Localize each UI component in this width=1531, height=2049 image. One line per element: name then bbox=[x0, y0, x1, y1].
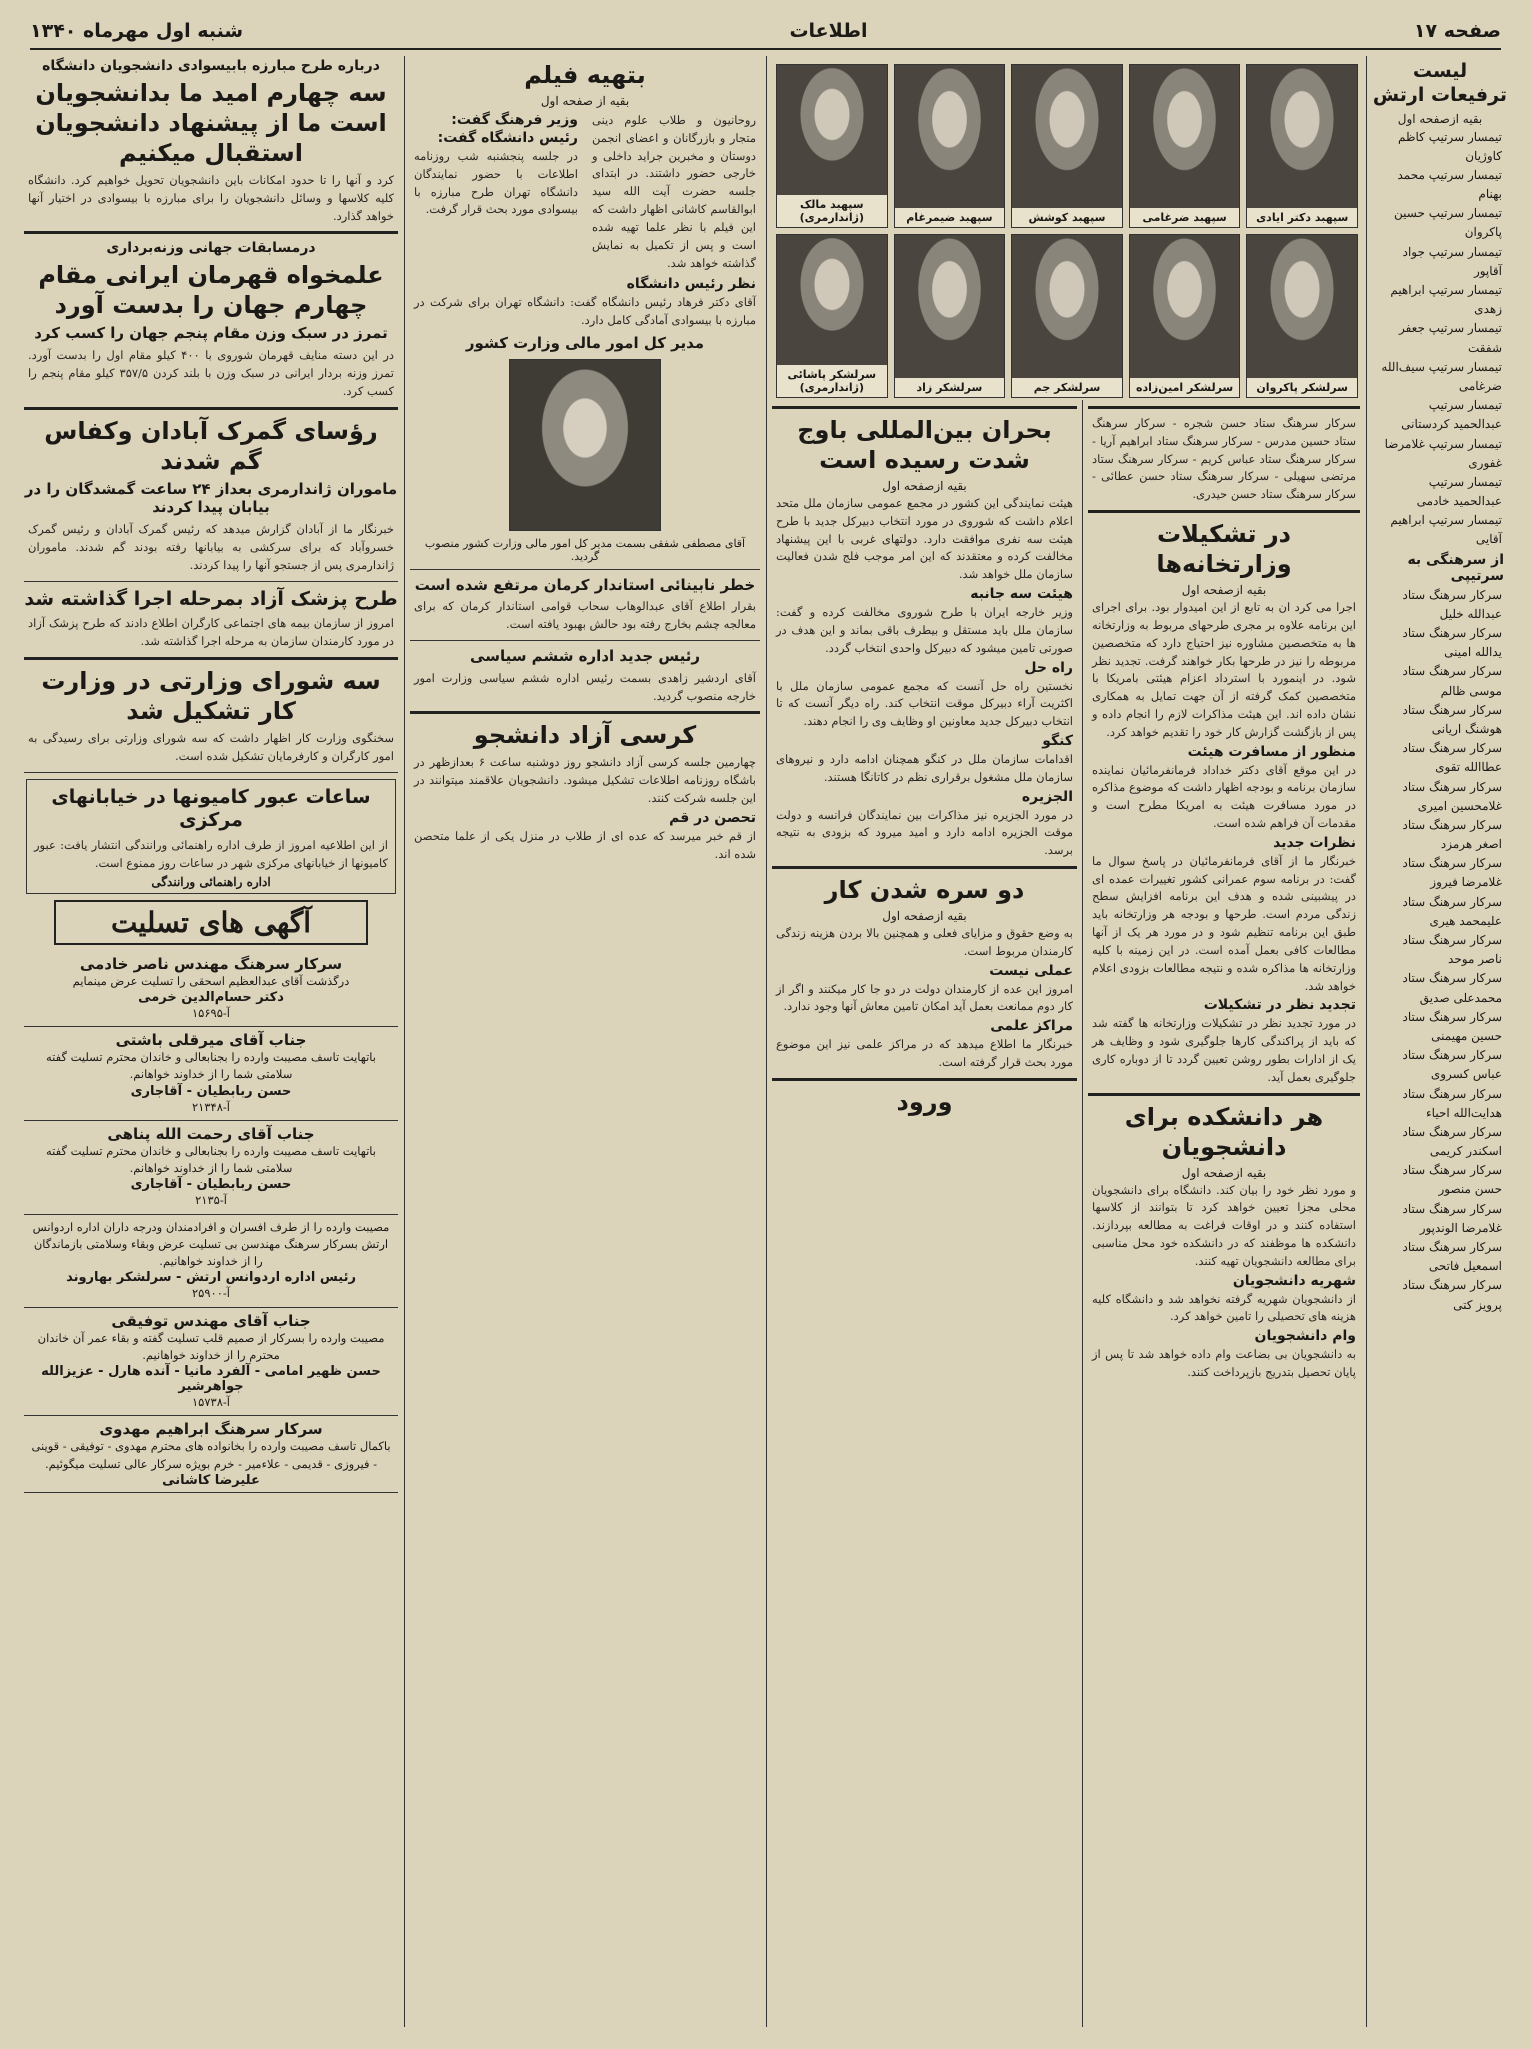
film-subhead: نظر رئیس دانشگاه bbox=[626, 276, 756, 293]
list-item: سرکار سرهنگ ستاد غلامرضا فیروز bbox=[1402, 856, 1502, 890]
ministries-subhead: تجدید نظر در تشکیلات bbox=[1203, 997, 1356, 1014]
film-kicker-2: رئیس دانشگاه گفت: bbox=[437, 130, 578, 146]
condolence-ad: سرکار سرهنگ ابراهیم مهدوی باکمال تاسف مصیبت وارده را بخانواده های محترم مهدوی - توفیقی - قوینی - فیروزی - قدیمی - علاءمیر - خرم بویژه سرکار عالی تسلیت میگوئیم. علیرضا کاشانی bbox=[24, 1416, 398, 1493]
kerman-headline: خطر نابینائی استاندار کرمان مرتفع شده است bbox=[414, 575, 756, 594]
film-subhead-2: تحصن در قم bbox=[669, 809, 756, 826]
film-kicker: وزیر فرهنگ گفت: bbox=[451, 112, 578, 128]
crisis-subhead: الجزیره bbox=[1021, 788, 1073, 805]
list-item: سرکار سرهنگ ستاد ناصر موحد bbox=[1402, 933, 1502, 967]
list-item: تیمسار سرتیپ جعفر شفقت bbox=[1398, 321, 1502, 355]
column-crisis: بحران بین‌المللی باوج شدت رسیده است بقیه ازصفحه اول هیئت نمایندگی این کشور در مجمع عمومی سازمان ملل متحد اعلام داشت که شوروی در مورد انتخاب دبیرکل جدید با طرح هیئت سه نفری موافقت دارد. دولتهای غربی با این پیشنهاد مخالفت کرده و معتقدند که این امر موجب فلج شدن فعالیت سازمان ملل خواهد شد. هیئت سه جانبه وزیر خارجه ایران با طرح شوروی مخالفت کرده و گفت: سازمان ملل باید مستقل و بیطرف باقی بماند و این هدف در صورتی تامین میشود که دبیرکل واحدی انتخاب گردد. راه حل نخستین راه حل آنست که مجمع عمومی سازمان ملل با اکثریت آراء دبیرکل موقت انتخاب کند. راه دیگر آنست که تا انتخاب دبیرکل جدید معاونین او وظایف وی را انجام دهند. کنگو اقدامات سازمان ملل در کنگو همچنان ادامه دارد و نیروهای سازمان ملل مشغول برقراری نظم در کاتانگا هستند. الجزیره در مورد الجزیره نیز مذاکرات بین نمایندگان فرانسه و دولت موقت الجزیره ادامه دارد و امید میرود که بزودی به نتیجه برسد. دو سره شدن کار بقیه ازصفحه اول به وضع حقوق و مزایای فعلی و همچنین بالا بردن هزینه زندگی کارمندان مربوط است. عملی نیست امروز این عده از کارمندان دولت در دو جا کار میکنند و اگر از کار دوم ممانعت بعمل آید امکان تامین معاش آنها وجود ندارد. مراکز علمی خبرنگار ما اطلاع میدهد که در مراکز علمی نیز این موضوع مورد بحث قرار گرفته است. ورود bbox=[772, 400, 1077, 2027]
portrait-photo bbox=[509, 359, 661, 531]
list-item: تیمسار سرتیپ سیف‌الله ضرغامی bbox=[1381, 359, 1502, 393]
condolence-ad: جناب آقای رحمت الله پناهی باتهایت تاسف مصیبت وارده را بجنابعالی و خاندان محترم تسلیت گفته سلامتی شما را از خداوند خواهانم. حسن ربابطیان - آقاجاری آ-۲۱۳۵ bbox=[24, 1121, 398, 1215]
crisis-headline: بحران بین‌المللی باوج شدت رسیده است bbox=[797, 416, 1052, 474]
sports-headline: علمخواه قهرمان ایرانی مقام چهارم جهان را بدست آورد bbox=[38, 261, 384, 320]
column-students: درباره طرح مبارزه بابیسوادی دانشجویان دانشگاه سه چهارم امید ما بدانشجویان است ما از پیشنهاد دانشجویان استقبال میکنیم کرد و آنها را تا حدود امکانات باین دانشجویان تحویل خواهیم کرد. دانشگاه کلیه کلاسها و وسائل دانشجویان را برای مبارزه با بیسوادی در اختیار آنها خواهد گذارد. درمسابقات جهانی وزنه‌برداری علمخواه قهرمان ایرانی مقام چهارم جهان را بدست آورد تمرز در سبک وزن مقام پنجم جهان را کسب کرد در این دسته منایف قهرمان شوروی با ۴۰۰ کیلو مقام اول را بدست آورد. تمرز وزنه بردار ایرانی در سبک وزن با بلند کردن ۳۵۷/۵ کیلو مقام پنجم را کسب کرد. رؤسای گمرک آبادان وکفاس گم شدند ماموران ژاندارمری بعداز ۲۴ ساعت گمشدگان را در بیابان پیدا کردند خبرنگار ما از آبادان گزارش میدهد که رئیس گمرک آبادان و رئیس گمرک خسروآباد که برای سرکشی به بیابانها رفته بودند گم شدند. ماموران ژاندارمری پس از جستجو آنها را پیدا کردند. طرح پزشک آزاد بمرحله اجرا گذاشته شد امروز از سازمان بیمه های اجتماعی کارگران اطلاع دادند که طرح پزشک آزاد در مورد کارمندان سازمان به مرحله اجرا گذاشته شد. سه شورای وزارتی در وزارت کار تشکیل شد سخنگوی وزارت کار اظهار داشت که سه شورای وزارتی برای رسیدگی به امور کارگران و کارفرمایان تشکیل شده است. ساعات عبور کامیونها در خیابانهای مرکزی از این اطلاعیه امروز از طرف اداره راهنمائی ورانندگی انتشار یافت: عبور کامیونها از خیابانهای مرکزی شهر در ساعات روز ممنوع است. اداره راهنمائی ورانندگی آگهی های تسلیت سرکار سرهنگ مهندس ناصر خادمی درگذشت آقای عبدالعظیم اسحقی را تسلیت عرض مینمایم دکتر حسام‌الدین خرمی آ-۱۵۶۹۵ جناب آقای میرقلی باشتی باتهایت تاسف مصیبت وارده را بجنابعالی و خاندان محترم تسلیت گفته سلامتی شما را از خداوند خواهانم. حسن ربابطیان - آقاجاری آ-۲۱۳۴۸ جناب آقای رحمت الله پناهی باتهایت تاسف مصیبت وارده را بجنابعالی و خاندان محترم تسلیت گفته سلامتی شما را از خداوند خواهانم. حسن ربابطیان - آقاجاری آ-۲۱۳۵ مصیبت وارده را از طرف افسران و افرادمندان ودرجه داران اداره اردوانس ارتش بسرکار سرهنگ مهندسن بی تسلیت عرض وبقاء وسلامتی بازماندگان را از خداوند خواهانیم. رئیس اداره اردوانس ارتش - سرلشکر بهاروند آ-۲۵۹۰۰ جناب آقای مهندس توفیقی مصیبت وارده را بسرکار از صمیم قلب تسلیت گفته و بقاء عمر آن خاندان محترم را از خداوند خواهانیم. حسن ظهیر امامی - آلفرد مانیا - آنده هارل - عزیزالله جواهرشیر آ-۱۵۷۳۸ سرکار سرهنگ ابراهیم مهدوی باکمال تاسف مصیبت وارده را بخانواده های محترم مهدوی - توفیقی - قوینی - فیروزی - قدیمی - علاءمیر - خرم بویژه سرکار عالی تسلیت میگوئیم. علیرضا کاشانی bbox=[24, 56, 398, 2027]
column-promotions bbox=[1372, 56, 1508, 2027]
double-work-subhead: مراکز علمی bbox=[990, 1018, 1073, 1035]
faculty-cont: بقیه ازصفحه اول bbox=[1181, 1165, 1267, 1180]
sports-sub: تمرز در سبک وزن مقام پنجم جهان را کسب کرد bbox=[34, 324, 388, 343]
photo-caption: سپهبد ضرغامی bbox=[1130, 208, 1240, 227]
faculty-subhead: شهریه دانشجویان bbox=[1232, 1272, 1356, 1289]
list-item: سرکار سرهنگ ستاد اسکندر کریمی bbox=[1402, 1124, 1502, 1159]
promotions-subhead: از سرهنگی به سرتیپی bbox=[1407, 551, 1504, 584]
double-work-subhead: عملی نیست bbox=[989, 962, 1073, 979]
double-work-headline: دو سره شدن کار bbox=[824, 876, 1025, 904]
faculty-headline: هر دانشکده برای دانشجویان bbox=[1124, 1102, 1324, 1161]
sports-kicker: درمسابقات جهانی وزنه‌برداری bbox=[106, 240, 316, 257]
film-headline: بتهیه فیلم bbox=[524, 61, 646, 89]
arrival-headline: ورود bbox=[896, 1087, 953, 1116]
photo-caption: سپهبد مالک (ژاندارمری) bbox=[777, 195, 887, 227]
doctor-headline: طرح پزشک آزاد بمرحله اجرا گذاشته شد bbox=[24, 587, 398, 610]
list-item: سرکار سرهنگ ستاد عبدالله خلیل bbox=[1402, 587, 1502, 621]
film-cont: بقیه از صفحه اول bbox=[540, 94, 630, 108]
photo-card bbox=[1129, 234, 1241, 398]
student-chair-headline: کرسی آزاد دانشجو bbox=[473, 721, 697, 750]
photo-card bbox=[894, 234, 1006, 398]
page-number: صفحه ۱۷ bbox=[1413, 20, 1501, 42]
promotions-list bbox=[1378, 128, 1502, 550]
condolence-ad: جناب آقای مهندس توفیقی مصیبت وارده را بسرکار از صمیم قلب تسلیت گفته و بقاء عمر آن خاندان محترم را از خداوند خواهانیم. حسن ظهیر امامی - آلفرد مانیا - آنده هارل - عزیزالله جواهرشیر آ-۱۵۷۳۸ bbox=[24, 1308, 398, 1417]
list-item: تیمسار سرتیپ جواد آقاپور bbox=[1402, 244, 1502, 278]
promotions-title: لیست ترفیعات ارتش bbox=[1372, 60, 1508, 106]
ministries-cont: بقیه ازصفحه اول bbox=[1181, 583, 1267, 598]
photo-card bbox=[1246, 64, 1358, 228]
crisis-subhead: کنگو bbox=[1042, 732, 1073, 749]
list-item: سرکار سرهنگ ستاد غلامرضا الوندپور bbox=[1402, 1201, 1502, 1235]
list-item: تیمسار سرتیپ حسین پاکروان bbox=[1394, 206, 1502, 240]
promotions-cont: بقیه ازصفحه اول bbox=[1397, 111, 1483, 126]
customs-headline: رؤسای گمرک آبادان وکفاس گم شدند bbox=[44, 416, 378, 475]
students-kicker: درباره طرح مبارزه بابیسوادی دانشجویان دانشگاه bbox=[42, 58, 380, 74]
photo-caption: سپهبد دکتر ایادی bbox=[1247, 208, 1357, 227]
photo-caption: سرلشکر امین‌زاده bbox=[1130, 378, 1240, 397]
condolence-ad: مصیبت وارده را از طرف افسران و افرادمندان ودرجه داران اداره اردوانس ارتش بسرکار سرهنگ مهندسن بی تسلیت عرض وبقاء وسلامتی بازماندگان را از خداوند خواهانیم. رئیس اداره اردوانس ارتش - سرلشکر بهاروند آ-۲۵۹۰۰ bbox=[24, 1215, 398, 1308]
column-ministries: سرکار سرهنگ ستاد حسن شجره - سرکار سرهنگ ستاد حسین مدرس - سرکار سرهنگ ستاد ابراهیم آریا - سرکار سرهنگ ستاد عباس کریم - سرکار سرهنگ ستاد مرتضی سهیلی - سرکار سرهنگ ستاد حسن عطائی - سرکار سرهنگ ستاد حسن حیدری. در تشکیلات وزارتخانه‌ها بقیه ازصفحه اول اجرا می کرد ان به تابع از این امیدوار بود. برای اجرای این برنامه علاوه بر مجری طرحهای مربوط به وزارتخانه ها به متخصصین مشاوره نیز احتیاج دارد که متخصصین مربوطه را نیز در طرحها بکار خواهند گرفت. تجدید نظر شود. در اینمورد با استرداد اعزام هیئتی بامریکا با متخصصین کمک گرفته از آن جهت تمایل به همکاری نشان داده اند. این هیئت مذاکرات لازم را انجام داده و پس از بازگشت گزارش کار خود را تقدیم خواهد کرد. منظور از مسافرت هیئت در این موقع آقای دکتر خداداد فرمانفرمائیان نماینده سازمان برنامه و بودجه اظهار داشت که موضوع مذاکره در مورد مسافرت هیئت به امریکا مطرح است و مقدمات آن فراهم شده است. نظرات جدید خبرنگار ما از آقای فرمانفرمائیان در پاسخ سوال ما گفت: در برنامه سوم عمرانی کشور تغییرات عمده ای در پیشبینی شده و هدف این برنامه افزایش سطح زندگی مردم است. طرحها و بودجه هر وزارتخانه باید طبق این برنامه تنظیم شود و در مورد هر یک از آنها مطالعات کافی بعمل آمده است. در این زمینه با کلیه وزارتخانه ها مذاکره شده و نتیجه مطالعات بزودی اعلام خواهد شد. تجدید نظر در تشکیلات در مورد تجدید نظر در تشکیلات وزارتخانه ها گفته شد که باید از پراکندگی کارها جلوگیری شود و وظایف هر یک از ادارات بطور روشن تعیین گردد تا از دوباره کاری جلوگیری بعمل آید. هر دانشکده برای دانشجویان بقیه ازصفحه اول و مورد نظر خود را بیان کند. دانشگاه برای دانشجویان محلی مجزا تعیین خواهد کرد تا بتوانند از کلاسها استفاده کنند و در اوقات فراغت به مطالعه بپردازند. دانشکده ها موظفند که در دانشکده خود محل مناسبی برای مطالعه دانشجویان تهیه کنند. شهریه دانشجویان از دانشجویان شهریه گرفته نخواهد شد و دانشگاه کلیه هزینه های تحصیلی را تامین خواهد کرد. وام دانشجویان به دانشجویان بی بضاعت وام داده خواهد شد تا پس از پایان تحصیل بتدریج بازپرداخت کنند. bbox=[1088, 400, 1360, 2027]
newspaper-name: اطلاعات bbox=[789, 20, 868, 42]
list-item: سرکار سرهنگ ستاد عباس کسروی bbox=[1402, 1048, 1502, 1082]
photo-caption: سرلشکر پاکروان bbox=[1247, 378, 1357, 397]
buses-headline: ساعات عبور کامیونها در خیابانهای مرکزی bbox=[51, 785, 371, 832]
crisis-subhead: هیئت سه جانبه bbox=[970, 586, 1073, 603]
list-item: تیمسار سرتیپ عبدالحمید خادمی bbox=[1416, 474, 1502, 509]
photo-card bbox=[776, 234, 888, 398]
list-item: سرکار سرهنگ ستاد اصغر هرمزد bbox=[1402, 817, 1502, 852]
photo-card bbox=[1011, 234, 1123, 398]
list-item: سرکار سرهنگ ستاد علیمحمد هیری bbox=[1402, 894, 1502, 928]
crisis-subhead: راه حل bbox=[1024, 659, 1073, 676]
politics-office-headline: رئیس جدید اداره ششم سیاسی bbox=[470, 647, 700, 666]
masthead bbox=[30, 14, 1501, 50]
condolence-ad: سرکار سرهنگ مهندس ناصر خادمی درگذشت آقای عبدالعظیم اسحقی را تسلیت عرض مینمایم دکتر حسام‌الدین خرمی آ-۱۵۶۹۵ bbox=[24, 951, 398, 1028]
list-item: تیمسار سرتیپ غلامرضا غفوری bbox=[1384, 436, 1502, 470]
column-film: بتهیه فیلم بقیه از صفحه اول روحانیون و طلاب علوم دینی متجار و بازرگانان و اعضای انجمن دوستان و مخبرین جراید داخلی و خارجی حضور داشتند. در ابتدای جلسه حضرت آیت الله سید ابوالقاسم کاشانی اظهار داشت که این فیلم با نظر علما تهیه شده است و پس از تکمیل به نمایش گذاشته خواهد شد. وزیر فرهنگ گفت: رئیس دانشگاه گفت: در جلسه پنجشنبه شب روزنامه اطلاعات با حضور نمایندگان دانشگاه تهران طرح مبارزه با بیسوادی مورد بحث قرار گرفت. نظر رئیس دانشگاه آقای دکتر فرهاد رئیس دانشگاه گفت: دانشگاه تهران برای شرکت در مبارزه با بیسوادی آمادگی کامل دارد. مدیر کل امور مالی وزارت کشور آقای مصطفی شفقی بسمت مدیر کل امور مالی وزارت کشور منصوب گردید. خطر نابینائی استاندار کرمان مرتفع شده است بقرار اطلاع آقای عبدالوهاب سحاب قوامی استاندار کرمان که برای معالجه چشم بخارج رفته بود حالش بهبود یافته است. رئیس جدید اداره ششم سیاسی آقای اردشیر زاهدی بسمت رئیس اداره ششم سیاسی وزارت امور خارجه منصوب گردید. کرسی آزاد دانشجو چهارمین جلسه کرسی آزاد دانشجو روز دوشنبه ساعت ۶ بعدازظهر در باشگاه روزنامه اطلاعات تشکیل میشود. دانشجویان علاقمند میتوانند در این جلسه شرکت کنند. تحصن در قم از قم خبر میرسد که عده ای از طلاب در منزل یکی از علما متحصن شده اند. bbox=[410, 56, 760, 2027]
condolence-ad: جناب آقای میرقلی باشتی باتهایت تاسف مصیبت وارده را بجنابعالی و خاندان محترم تسلیت گفته سلامتی شما را از خداوند خواهانم. حسن ربابطیان - آقاجاری آ-۲۱۳۴۸ bbox=[24, 1027, 398, 1121]
photo-caption: سرلشکر زاد bbox=[895, 378, 1005, 397]
finance-headline: مدیر کل امور مالی وزارت کشور bbox=[465, 333, 705, 352]
crisis-cont: بقیه ازصفحه اول bbox=[882, 479, 967, 493]
list-item: سرکار سرهنگ ستاد حسین مهیمنی bbox=[1402, 1009, 1502, 1043]
council-headline: سه شورای وزارتی در وزارت کار تشکیل شد bbox=[41, 666, 381, 725]
buses-signature: اداره راهنمائی ورانندگی bbox=[151, 874, 271, 889]
photo-caption: سرلشکر پاشائی (ژاندارمری) bbox=[777, 365, 887, 397]
photo-card bbox=[1246, 234, 1358, 398]
ministries-headline: در تشکیلات وزارتخانه‌ها bbox=[1156, 520, 1292, 579]
list-item: سرکار سرهنگ ستاد غلامحسین امیری bbox=[1402, 779, 1502, 813]
list-item: تیمسار سرتیپ ابراهیم زهدی bbox=[1390, 283, 1502, 317]
ministries-subhead: منظور از مسافرت هیئت bbox=[1187, 743, 1356, 760]
photo-gallery bbox=[772, 60, 1362, 402]
students-headline: سه چهارم امید ما بدانشجویان است ما از پیشنهاد دانشجویان استقبال میکنیم bbox=[35, 79, 387, 167]
list-item: تیمسار سرتیپ عبدالحمید کردستانی bbox=[1401, 398, 1502, 432]
faculty-subhead: وام دانشجویان bbox=[1254, 1328, 1356, 1345]
list-item: سرکار سرهنگ ستاد پرویز کتی bbox=[1402, 1278, 1502, 1312]
list-item: سرکار سرهنگ ستاد یدالله امینی bbox=[1402, 626, 1502, 660]
photo-card bbox=[1011, 64, 1123, 228]
promotions-list-2 bbox=[1378, 586, 1502, 1315]
list-item: تیمسار سرتیپ ابراهیم آقایی bbox=[1390, 513, 1502, 547]
photo-caption: سرلشکر جم bbox=[1012, 378, 1122, 397]
portrait-caption: آقای مصطفی شفقی بسمت مدیر کل امور مالی وزارت کشور منصوب گردید. bbox=[424, 536, 746, 563]
photo-caption: سپهبد کوشش bbox=[1012, 208, 1122, 227]
list-item: تیمسار سرتیپ محمد بهنام bbox=[1397, 167, 1502, 202]
issue-date: شنبه اول مهرماه ۱۳۴۰ bbox=[30, 20, 244, 42]
list-item: سرکار سرهنگ ستاد محمدعلی صدیق bbox=[1402, 971, 1502, 1005]
photo-card bbox=[894, 64, 1006, 228]
list-item: سرکار سرهنگ ستاد اسمعیل فاتحی bbox=[1402, 1240, 1502, 1274]
photo-card bbox=[1129, 64, 1241, 228]
list-item: سرکار سرهنگ ستاد موسی ظالم bbox=[1402, 664, 1502, 698]
list-item: سرکار سرهنگ ستاد هدایت‌الله احیاء bbox=[1402, 1086, 1502, 1120]
ads-banner: آگهی های تسلیت bbox=[54, 900, 368, 945]
list-item: سرکار سرهنگ ستاد عطاالله تقوی bbox=[1402, 741, 1502, 775]
photo-caption: سپهبد ضیمرغام bbox=[895, 208, 1005, 227]
list-item: تیمسار سرتیپ کاظم کاوژیان bbox=[1397, 129, 1502, 163]
double-work-cont: بقیه ازصفحه اول bbox=[882, 909, 967, 923]
ministries-subhead: نظرات جدید bbox=[1273, 834, 1356, 851]
list-item: سرکار سرهنگ ستاد حسن منصور bbox=[1402, 1163, 1502, 1197]
customs-sub: ماموران ژاندارمری بعداز ۲۴ ساعت گمشدگان را در بیابان پیدا کردند bbox=[24, 479, 398, 517]
photo-card bbox=[776, 64, 888, 228]
list-item: سرکار سرهنگ ستاد هوشنگ اریانی bbox=[1402, 702, 1502, 736]
